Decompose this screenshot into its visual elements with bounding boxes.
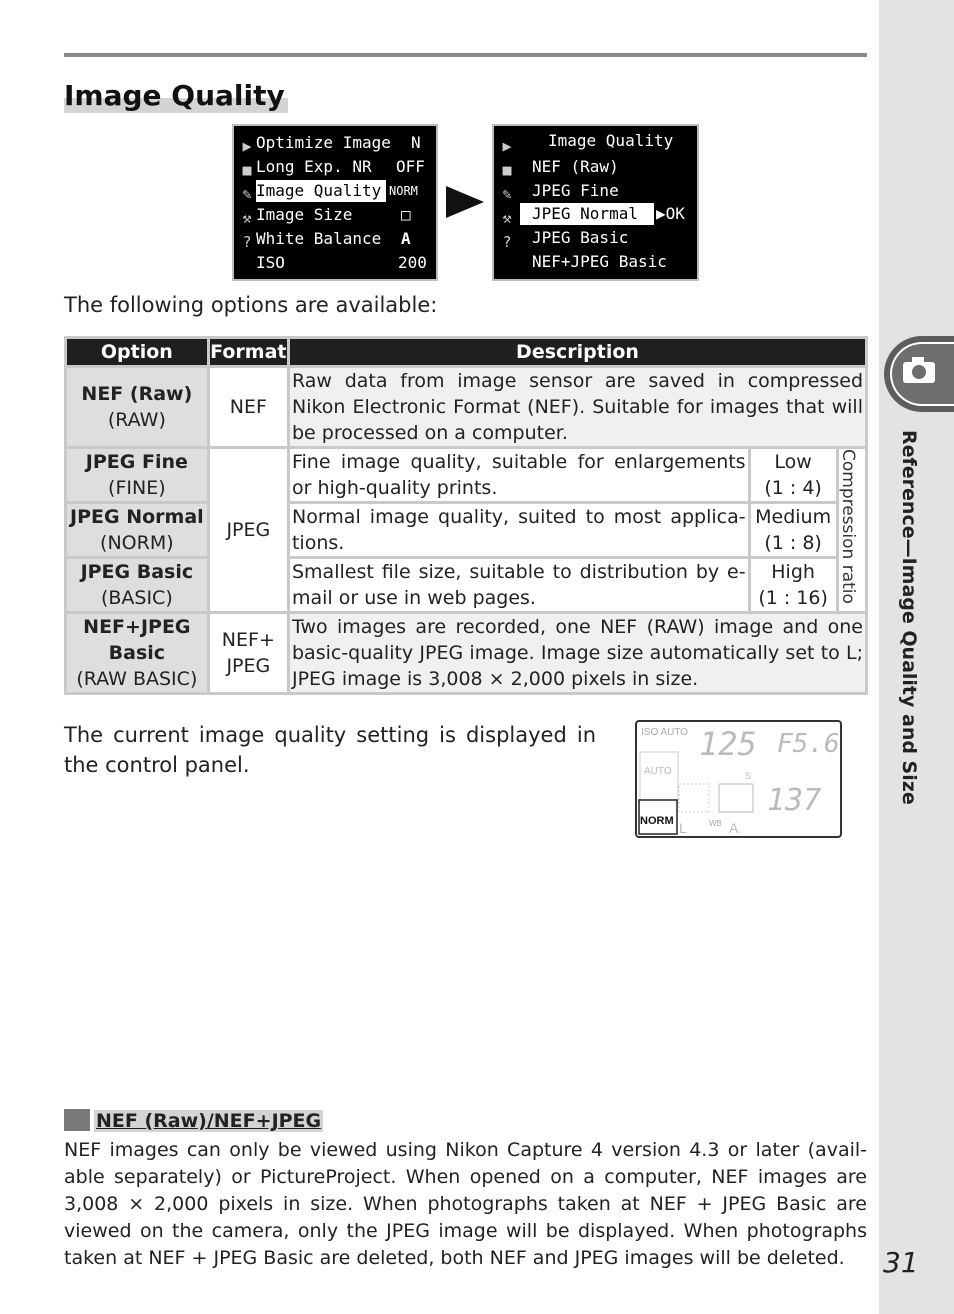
description-cell: Raw data from image sensor are saved in compressed Nikon Electronic Format (NEF). Suitable for images that will be processed on a computer. (291, 370, 863, 444)
wrench-icon: ⚒ (502, 209, 512, 227)
size-indicator: L (679, 820, 687, 836)
menu-row: Image Size □ (256, 205, 411, 224)
wb-label: WB (709, 819, 722, 828)
top-rule (64, 53, 867, 57)
help-icon: ? (502, 233, 512, 251)
description-cell: Normal image quality, suited to most applica-tions. (291, 506, 746, 554)
format-cell: JPEG (210, 449, 287, 611)
control-panel-text: The current image quality setting is displayed in the control panel. (64, 723, 596, 777)
menu-row-selected: Image Quality (256, 180, 386, 202)
options-table (64, 336, 868, 695)
option-cell: JPEG Basic (BASIC) (67, 559, 207, 611)
intro-text: The following options are available: (64, 293, 438, 317)
wb-mode: A (729, 820, 739, 836)
table-row (67, 368, 865, 446)
ratio-cell: Medium (1 : 8) (751, 504, 836, 556)
header-description: Description (290, 339, 865, 365)
lcd-drawing (637, 722, 840, 836)
playback-icon: ▶ (242, 137, 252, 155)
camera-icon: ■ (502, 161, 512, 179)
page-number: 31 (883, 1246, 919, 1279)
table-header-row (67, 339, 865, 365)
menu-row: JPEG Fine (532, 181, 619, 200)
description-cell: Two images are recorded, one NEF (RAW) image and one basic-quality JPEG image. Image size automatically set to L; JPEG image is 3,008 × 2,000 pixels in size. (291, 616, 863, 690)
sidebar-section-label: Reference—Image Quality and Size (898, 430, 920, 805)
compression-ratio-label: Compression ratio (837, 449, 858, 604)
format-cell: NEF (210, 368, 287, 446)
camera-icon (902, 356, 936, 384)
option-cell: JPEG Fine (FINE) (67, 449, 207, 501)
table-row (67, 504, 865, 556)
shutter-display: 125 (699, 725, 757, 763)
page-title: Image Quality (64, 79, 288, 113)
af-area-center (719, 784, 753, 812)
s-label: S (745, 771, 752, 781)
menu-row: NEF (Raw) (532, 157, 619, 176)
menu-row: NEF+JPEG Basic (532, 252, 667, 271)
menu-row: JPEG Basic (532, 228, 629, 247)
menu-row: White Balance A (256, 229, 411, 248)
menu-row: Long Exp. NR OFF (256, 157, 425, 176)
shooting-section-tab (884, 336, 954, 412)
camera-icon: ■ (242, 161, 252, 179)
table-row (67, 614, 865, 692)
image-quality-menu-screenshot (492, 124, 699, 281)
quality-indicator: NORM (640, 815, 674, 827)
playback-icon: ▶ (502, 137, 512, 155)
aperture-display: F5.6 (777, 729, 840, 759)
ok-label: ▶OK (656, 204, 685, 223)
format-cell: NEF+ JPEG (210, 614, 287, 692)
header-option: Option (67, 339, 207, 365)
ratio-cell: Low (1 : 4) (751, 449, 836, 501)
header-format: Format (210, 341, 287, 363)
table-row (67, 449, 865, 501)
pencil-icon: ✎ (502, 185, 512, 203)
menu-row: ISO 200 (256, 253, 427, 272)
option-cell: NEF+JPEG Basic (RAW BASIC) (67, 614, 207, 692)
compression-label-cell (839, 449, 865, 611)
menu-row: Optimize Image N (256, 133, 421, 152)
description-cell: Smallest file size, suitable to distribution by e-mail or use in web pages. (291, 561, 746, 609)
iso-auto-label: ISO AUTO (641, 727, 689, 738)
auto-label: AUTO (644, 766, 672, 777)
note-heading: NEF (Raw)/NEF+JPEG (64, 1110, 323, 1133)
menu-value: NORM (389, 184, 418, 198)
arrow-right-icon (446, 186, 484, 218)
exposure-count: 137 (767, 783, 822, 818)
af-area-left (679, 784, 709, 812)
menu-row-selected: JPEG Normal (520, 203, 685, 225)
description-cell: Fine image quality, suitable for enlargements or high-quality prints. (291, 451, 746, 499)
option-cell: NEF (Raw) (RAW) (67, 368, 207, 446)
pencil-icon: ✎ (242, 185, 252, 203)
menu-side-icons (496, 134, 518, 254)
table-row (67, 559, 865, 611)
ratio-cell: High (1 : 16) (751, 559, 836, 611)
pencil-note-icon (64, 1109, 90, 1131)
menu-side-icons (236, 134, 258, 254)
note-body: NEF images can only be viewed using Nikon Capture 4 version 4.3 or later (avail-able separately) or PictureProject. When opened on a computer, NEF images are 3,008 × 2,000 pixels in size. When photographs taken at NEF + JPEG Basic are viewed on the camera, only the JPEG image will be displayed. When photographs taken at NEF + JPEG Basic are deleted, both NEF and JPEG images will be deleted. (64, 1139, 867, 1269)
auto-frame (640, 752, 678, 802)
menu-title: Image Quality (548, 131, 674, 150)
control-panel-illustration (635, 720, 842, 838)
option-cell: JPEG Normal (NORM) (67, 504, 207, 556)
help-icon: ? (242, 233, 252, 251)
shooting-menu-screenshot (232, 124, 438, 281)
wrench-icon: ⚒ (242, 209, 252, 227)
